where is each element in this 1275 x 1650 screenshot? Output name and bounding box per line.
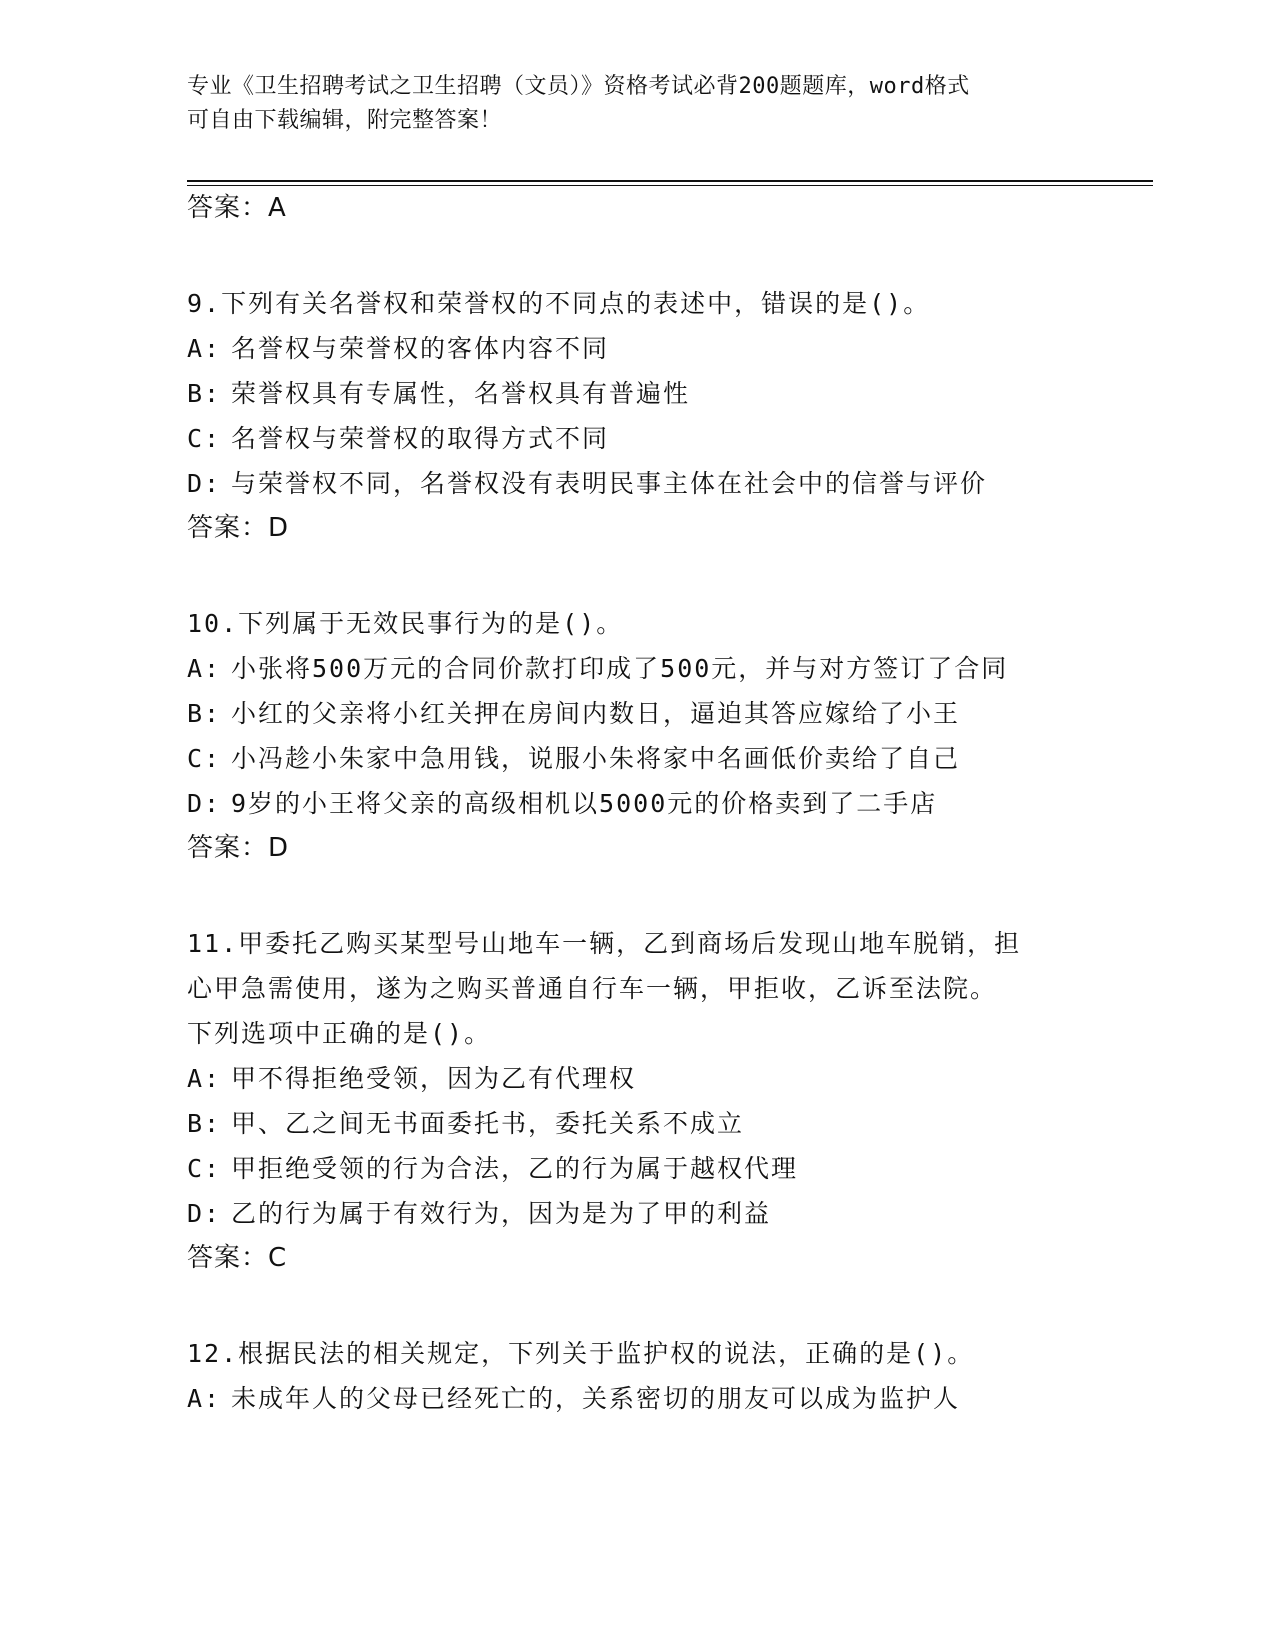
option-text: 甲、乙之间无书面委托书，委托关系不成立 (231, 1109, 745, 1138)
question-stem: 12.根据民法的相关规定，下列关于监护权的说法，正确的是()。 (187, 1339, 975, 1368)
option-a (187, 646, 1153, 691)
option-letter: B: (187, 699, 222, 728)
question-stem-line-1: 11.甲委托乙购买某型号山地车一辆，乙到商场后发现山地车脱销，担 (187, 929, 1022, 958)
option-text: 荣誉权具有专属性，名誉权具有普遍性 (231, 379, 691, 408)
option-a (187, 1056, 1153, 1101)
answer-prev: 答案：A (187, 193, 287, 223)
question-stem-line-3: 下列选项中正确的是()。 (187, 1019, 492, 1048)
option-text: 小红的父亲将小红关押在房间内数日，逼迫其答应嫁给了小王 (231, 699, 961, 728)
option-text: 乙的行为属于有效行为，因为是为了甲的利益 (231, 1199, 772, 1228)
option-letter: C: (187, 424, 222, 453)
option-c (187, 736, 1153, 781)
question-stem: 10.下列属于无效民事行为的是()。 (187, 609, 624, 638)
header-line-1: 专业《卫生招聘考试之卫生招聘（文员）》资格考试必背200题题库，word格式 (187, 74, 970, 99)
option-letter: A: (187, 654, 222, 683)
option-b (187, 1101, 1153, 1146)
question-9 (187, 281, 1153, 551)
option-letter: D: (187, 1199, 222, 1228)
option-letter: A: (187, 1064, 222, 1093)
option-d (187, 461, 1153, 506)
option-letter: D: (187, 469, 222, 498)
option-c (187, 1146, 1153, 1191)
option-letter: A: (187, 1384, 222, 1413)
option-b (187, 371, 1153, 416)
header-line-2: 可自由下载编辑，附完整答案！ (187, 108, 503, 133)
option-letter: B: (187, 379, 222, 408)
option-d (187, 1191, 1153, 1236)
option-text: 小冯趁小朱家中急用钱，说服小朱将家中名画低价卖给了自己 (231, 744, 961, 773)
option-letter: D: (187, 789, 222, 818)
option-text: 甲不得拒绝受领，因为乙有代理权 (231, 1064, 637, 1093)
option-text: 名誉权与荣誉权的客体内容不同 (231, 334, 610, 363)
question-12 (187, 1331, 1153, 1421)
option-text: 未成年人的父母已经死亡的，关系密切的朋友可以成为监护人 (231, 1384, 961, 1413)
option-b (187, 691, 1153, 736)
option-a (187, 326, 1153, 371)
answer: 答案：D (187, 513, 290, 543)
option-text: 名誉权与荣誉权的取得方式不同 (231, 424, 610, 453)
option-c (187, 416, 1153, 461)
option-text: 9岁的小王将父亲的高级相机以5000元的价格卖到了二手店 (231, 789, 938, 818)
option-letter: C: (187, 744, 222, 773)
question-10 (187, 601, 1153, 871)
option-letter: B: (187, 1109, 222, 1138)
question-stem: 9.下列有关名誉权和荣誉权的不同点的表述中，错误的是()。 (187, 289, 931, 318)
question-11 (187, 921, 1153, 1281)
document-body (187, 186, 1153, 1421)
option-letter: A: (187, 334, 222, 363)
question-stem-line-2: 心甲急需使用，遂为之购买普通自行车一辆，甲拒收，乙诉至法院。 (187, 974, 998, 1003)
answer: 答案：D (187, 833, 290, 863)
option-text: 小张将500万元的合同价款打印成了500元，并与对方签订了合同 (231, 654, 1009, 683)
option-text: 甲拒绝受领的行为合法，乙的行为属于越权代理 (231, 1154, 799, 1183)
header-divider (187, 180, 1153, 182)
option-text: 与荣誉权不同，名誉权没有表明民事主体在社会中的信誉与评价 (231, 469, 988, 498)
answer: 答案：C (187, 1243, 288, 1273)
document-header (187, 70, 1087, 138)
option-letter: C: (187, 1154, 222, 1183)
option-a (187, 1376, 1153, 1421)
option-d (187, 781, 1153, 826)
